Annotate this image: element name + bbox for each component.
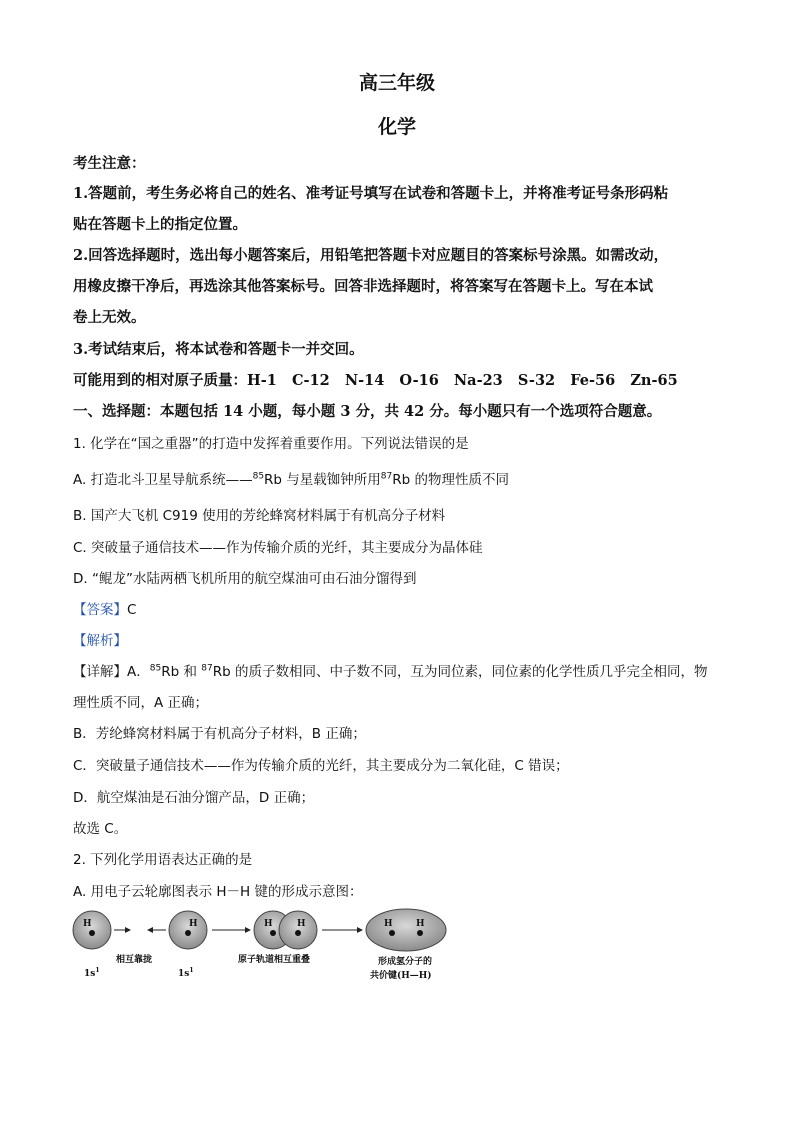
orbital-sup: 1 — [95, 967, 100, 974]
atom-label-6: H — [416, 919, 425, 929]
notice-title: 考生注意： — [73, 155, 146, 172]
step-overlap-label: 原子轨道相互重叠 — [238, 955, 311, 965]
notice-item-2-line-1: 2.回答选择题时，选出每小题答案后，用铅笔把答题卡对应题目的答案标号涂黑。如需改动， — [73, 247, 669, 264]
grade-title: 高三年级 — [358, 72, 435, 94]
nucleus-dot — [417, 930, 423, 936]
exp-a-text-1: A． — [127, 664, 150, 680]
section-1-heading: 一、选择题：本题包括 14 小题，每小题 3 分，共 42 分。每小题只有一个选项符合题意。 — [73, 403, 662, 420]
q1-option-a-sup-2: 87 — [380, 471, 393, 482]
notice-item-2-line-3: 卷上无效。 — [73, 309, 146, 326]
orbital-text: 1s — [84, 969, 96, 979]
q1-conclusion: 故选 C。 — [73, 821, 128, 837]
atomic-masses: 可能用到的相对原子质量：H-1 C-12 N-14 O-16 Na-23 S-32 Fe-56 Zn-65 — [73, 372, 678, 389]
q1-explanation-d: D．航空煤油是石油分馏产品，D 正确； — [73, 790, 315, 806]
q1-analysis — [73, 629, 127, 649]
notice-item-3: 3.考试结束后，将本试卷和答题卡一并交回。 — [73, 341, 364, 358]
q1-option-a-text-1: A. 打造北斗卫星导航系统—— — [73, 472, 253, 488]
q1-option-d: D. “鲲龙”水陆两栖飞机所用的航空煤油可由石油分馏得到 — [73, 571, 417, 587]
step-bond-label-2: 共价键(H—H) — [370, 971, 432, 981]
step-bond-label-1: 形成氢分子的 — [378, 957, 433, 967]
q1-option-a-text-2: Rb 与星载铷钟所用 — [264, 472, 381, 488]
orbital-label-right — [178, 967, 194, 979]
exp-a-text-2: Rb 和 — [161, 664, 202, 680]
q1-answer — [73, 598, 136, 618]
orbital-text: 1s — [178, 969, 190, 979]
detail-label: 【详解】 — [73, 664, 127, 680]
exp-a-text-3: Rb 的质子数相同、中子数不同，互为同位素，同位素的化学性质几乎完全相同，物 — [212, 664, 708, 680]
orbital-sup: 1 — [189, 967, 194, 974]
answer-label: 【答案】 — [73, 602, 127, 618]
answer-value: C — [127, 602, 137, 618]
q1-option-a-text-3: Rb 的物理性质不同 — [392, 472, 509, 488]
atom-label-2: H — [189, 919, 198, 929]
notice-item-2-line-2: 用橡皮擦干净后，再选涂其他答案标号。回答非选择题时，将答案写在答题卡上。写在本试 — [73, 278, 653, 295]
q1-option-c: C. 突破量子通信技术——作为传输介质的光纤，其主要成分为晶体硅 — [73, 540, 483, 556]
q1-stem: 1. 化学在“国之重器”的打造中发挥着重要作用。下列说法错误的是 — [73, 436, 469, 452]
q1-option-b: B. 国产大飞机 C919 使用的芳纶蜂窝材料属于有机高分子材料 — [73, 508, 446, 524]
q1-explanation-a-line-2: 理性质不同，A 正确； — [73, 695, 209, 711]
nucleus-dot — [295, 930, 301, 936]
analysis-label: 【解析】 — [73, 633, 127, 649]
nucleus-dot — [89, 930, 95, 936]
notice-item-1-line-1: 1.答题前，考生务必将自己的姓名、准考证号填写在试卷和答题卡上，并将准考证号条形码粘 — [73, 185, 669, 202]
step-approach-label: 相互靠拢 — [116, 955, 153, 965]
exp-a-sup-2: 87 — [201, 663, 213, 674]
q1-explanation-a-line-1 — [73, 660, 707, 680]
atom-label-1: H — [83, 919, 92, 929]
notice-item-1-line-2: 贴在答题卡上的指定位置。 — [73, 216, 247, 233]
atom-label-3: H — [264, 919, 273, 929]
h2-molecule-cloud — [366, 909, 446, 951]
nucleus-dot — [389, 930, 395, 936]
q1-explanation-c: C．突破量子通信技术——作为传输介质的光纤，其主要成分为二氧化硅，C 错误； — [73, 758, 569, 774]
q2-stem: 2. 下列化学用语表达正确的是 — [73, 852, 253, 868]
h2-bond-formation-diagram — [70, 900, 450, 988]
atom-label-4: H — [297, 919, 306, 929]
nucleus-dot — [270, 930, 276, 936]
nucleus-dot — [185, 930, 191, 936]
q2-option-a: A. 用电子云轮廓图表示 H－H 键的形成示意图： — [73, 884, 363, 900]
q1-option-a-sup-1: 85 — [252, 471, 265, 482]
orbital-label-left — [84, 967, 100, 979]
atom-label-5: H — [384, 919, 393, 929]
q1-explanation-b: B．芳纶蜂窝材料属于有机高分子材料，B 正确； — [73, 726, 366, 742]
exp-a-sup-1: 85 — [149, 663, 162, 674]
subject-title: 化学 — [377, 116, 416, 138]
q1-option-a — [73, 468, 509, 488]
